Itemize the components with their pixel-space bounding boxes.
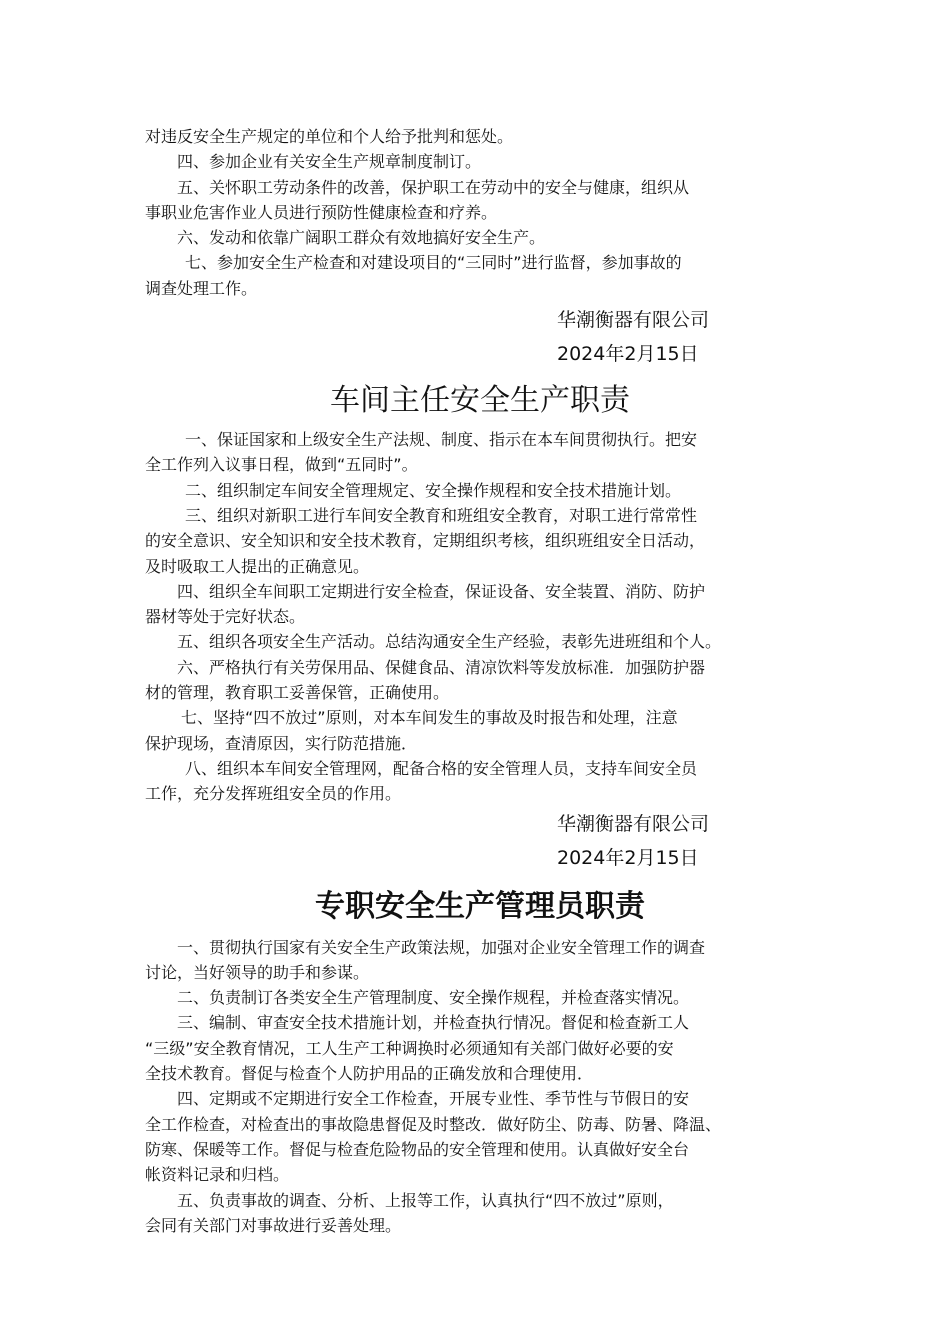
paragraph-line: 七、坚持“四不放过”原则，对本车间发生的事故及时报告和处理，注意 (181, 708, 678, 728)
paragraph-line: “三级”安全教育情况，工人生产工种调换时必须通知有关部门做好必要的安 (145, 1038, 674, 1058)
paragraph-line: 调查处理工作。 (145, 278, 258, 298)
company-signature: 华潮衡器有限公司 (557, 812, 710, 835)
paragraph-line: 四、参加企业有关安全生产规章制度制订。 (177, 152, 482, 172)
paragraph-line: 五、组织各项安全生产活动。总结沟通安全生产经验，表彰先进班组和个人。 (177, 632, 722, 652)
paragraph-line: 全工作检查，对检查出的事故隐患督促及时整改．做好防尘、防毒、防暑、降温、 (145, 1114, 722, 1134)
signature-date: 2024年2月15日 (557, 343, 699, 366)
document-page (145, 124, 815, 1238)
paragraph-line: 的安全意识、安全知识和安全技术教育，定期组织考核，组织班组安全日活动， (145, 531, 706, 551)
paragraph-line: 器材等处于完好状态。 (145, 607, 306, 627)
paragraph-line: 事职业危害作业人员进行预防性健康检查和疗养。 (145, 202, 498, 222)
paragraph-line: 全技术教育。督促与检查个人防护用品的正确发放和合理使用． (145, 1064, 594, 1084)
paragraph-line: 全工作列入议事日程，做到“五同时”。 (145, 455, 418, 475)
paragraph-line: 八、组织本车间安全管理网，配备合格的安全管理人员，支持车间安全员 (185, 758, 698, 778)
paragraph-line: 三、编制、审查安全技术措施计划，并检查执行情况。督促和检查新工人 (177, 1013, 690, 1033)
paragraph-line: 六、发动和依靠广阔职工群众有效地搞好安全生产。 (177, 228, 546, 248)
paragraph-line: 七、参加安全生产检查和对建设项目的“三同时”进行监督，参加事故的 (185, 253, 682, 273)
paragraph-line: 及时吸取工人提出的正确意见。 (145, 556, 370, 576)
section-title: 车间主任安全生产职责 (330, 383, 630, 419)
paragraph-line: 材的管理，教育职工妥善保管，正确使用。 (145, 683, 450, 703)
company-signature: 华潮衡器有限公司 (557, 309, 710, 332)
paragraph-line: 会同有关部门对事故进行妥善处理。 (145, 1215, 402, 1235)
paragraph-line: 五、负责事故的调查、分析、上报等工作，认真执行“四不放过”原则， (177, 1190, 674, 1210)
paragraph-line: 工作，充分发挥班组安全员的作用。 (145, 784, 402, 804)
section-title: 专职安全生产管理员职责 (315, 888, 645, 924)
paragraph-line: 一、贯彻执行国家有关安全生产政策法规，加强对企业安全管理工作的调查 (177, 937, 706, 957)
paragraph-line: 保护现场，查清原因，实行防范措施． (145, 733, 418, 753)
paragraph-line: 一、保证国家和上级安全生产法规、制度、指示在本车间贯彻执行。把安 (185, 430, 698, 450)
signature-date: 2024年2月15日 (557, 846, 699, 869)
paragraph-line: 六、严格执行有关劳保用品、保健食品、清凉饮料等发放标准．加强防护器 (177, 657, 706, 677)
paragraph-line: 四、组织全车间职工定期进行安全检查，保证设备、安全装置、消防、防护 (177, 581, 706, 601)
paragraph-line: 二、负责制订各类安全生产管理制度、安全操作规程，并检查落实情况。 (177, 988, 690, 1008)
paragraph-line: 三、组织对新职工进行车间安全教育和班组安全教育，对职工进行常常性 (185, 505, 698, 525)
paragraph-line: 帐资料记录和归档。 (145, 1165, 290, 1185)
paragraph-line: 防寒、保暖等工作。督促与检查危险物品的安全管理和使用。认真做好安全台 (145, 1139, 690, 1159)
paragraph-line: 讨论，当好领导的助手和参谋。 (145, 962, 370, 982)
paragraph-line: 五、关怀职工劳动条件的改善，保护职工在劳动中的安全与健康，组织从 (177, 177, 690, 197)
paragraph-line: 二、组织制定车间安全管理规定、安全操作规程和安全技术措施计划。 (185, 480, 682, 500)
paragraph-line: 四、定期或不定期进行安全工作检查，开展专业性、季节性与节假日的安 (177, 1089, 690, 1109)
paragraph-line: 对违反安全生产规定的单位和个人给予批判和惩处。 (145, 127, 514, 146)
